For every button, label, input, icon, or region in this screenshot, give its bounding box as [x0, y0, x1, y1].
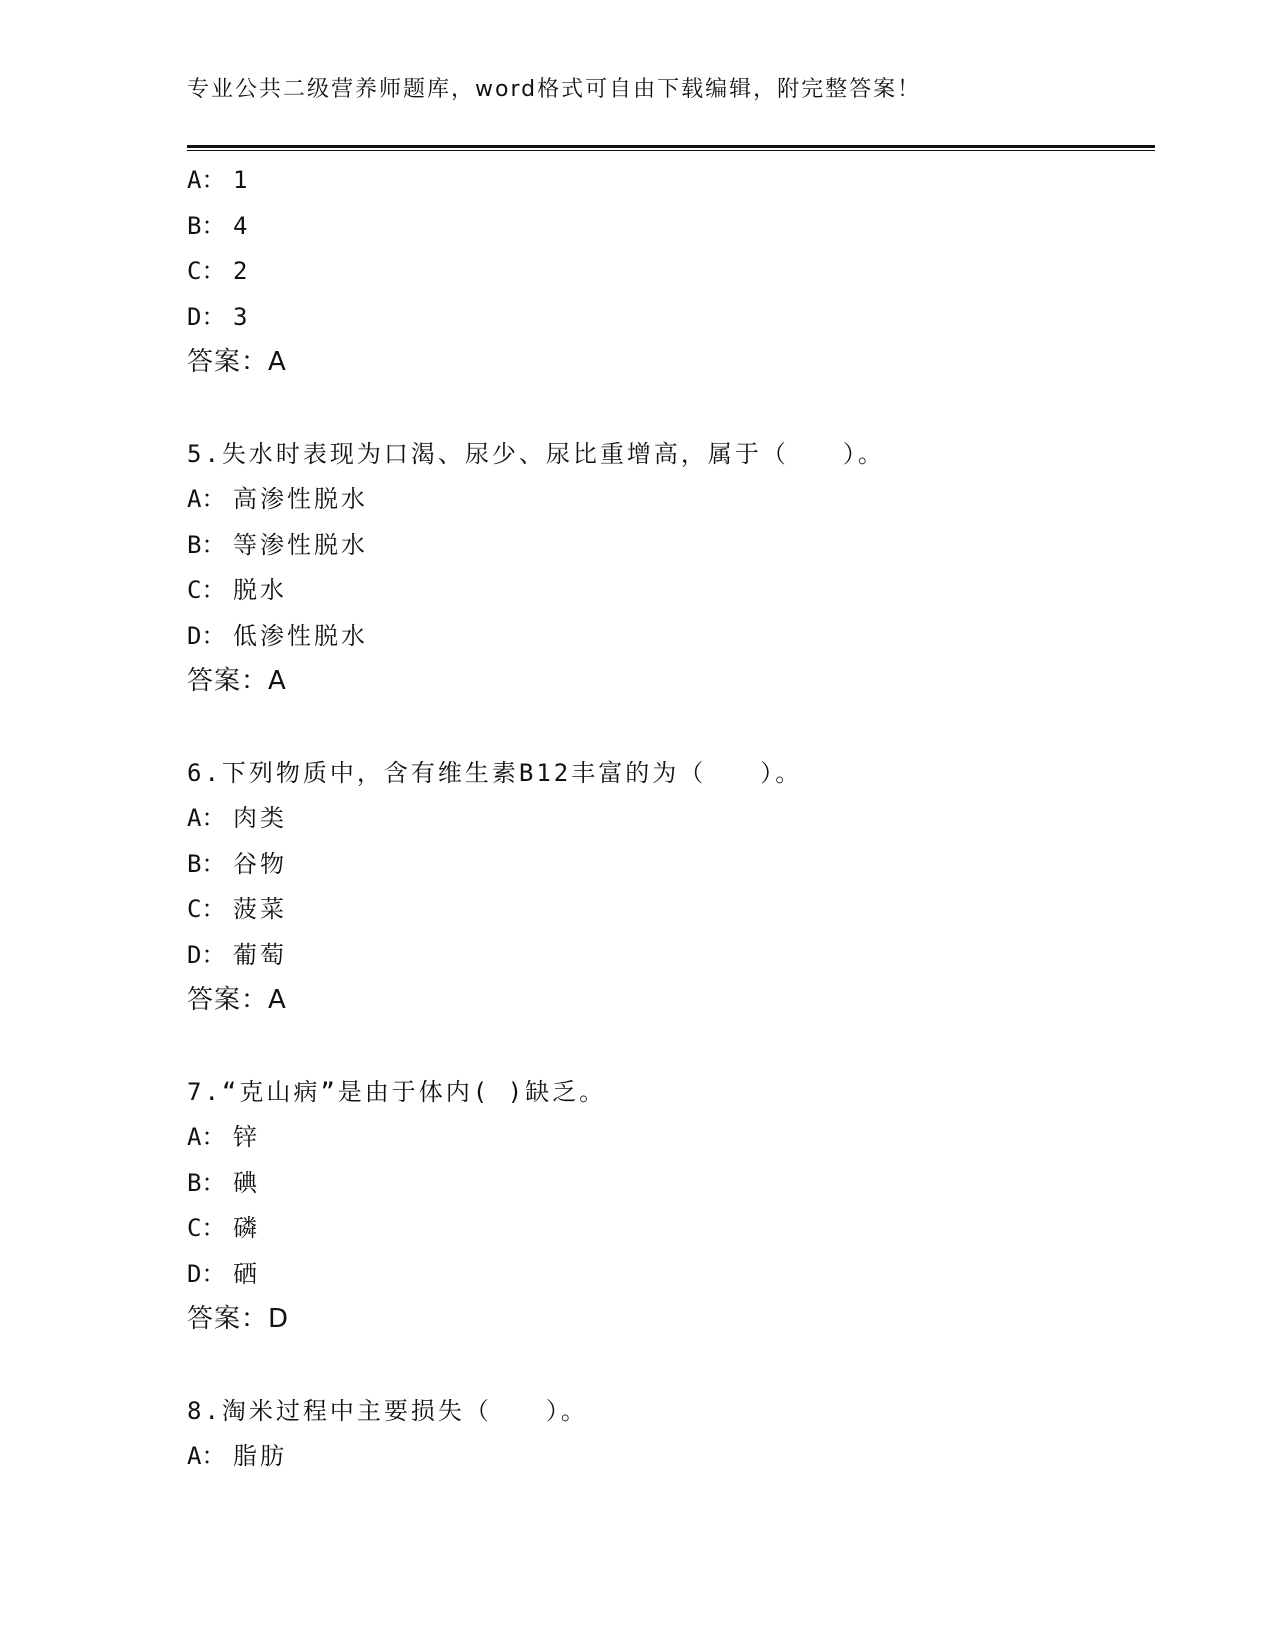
option-b: B： 碘	[187, 1168, 260, 1197]
option-d: D： 低渗性脱水	[187, 621, 368, 650]
question-text: 6.下列物质中，含有维生素B12丰富的为（ ）。	[187, 758, 803, 787]
header-divider-thin	[187, 150, 1155, 151]
option-b: B： 4	[187, 211, 251, 240]
answer-line: 答案：A	[187, 985, 287, 1015]
question-text: 7.“克山病”是由于体内( )缺乏。	[187, 1077, 607, 1106]
answer-line: 答案：A	[187, 347, 287, 377]
header-divider-thick	[187, 145, 1155, 148]
answer-line: 答案：A	[187, 666, 287, 696]
question-text: 8.淘米过程中主要损失（ ）。	[187, 1396, 588, 1425]
spacer	[187, 1343, 1155, 1389]
option-b: B： 等渗性脱水	[187, 530, 368, 559]
question-block	[187, 158, 1155, 386]
option-c: C： 菠菜	[187, 895, 287, 923]
question-block	[187, 1389, 1155, 1480]
option-b: B： 谷物	[187, 849, 287, 878]
option-c: C： 脱水	[187, 576, 287, 604]
option-c: C： 磷	[187, 1214, 260, 1242]
option-d: D： 3	[187, 302, 251, 331]
option-d: D： 硒	[187, 1259, 260, 1288]
answer-line: 答案：D	[187, 1304, 290, 1334]
spacer	[187, 386, 1155, 432]
option-a: A： 锌	[187, 1123, 260, 1151]
page-header: 专业公共二级营养师题库，word格式可自由下载编辑，附完整答案！	[187, 77, 922, 102]
question-text: 5.失水时表现为口渴、尿少、尿比重增高，属于（ ）。	[187, 439, 885, 468]
question-block	[187, 751, 1155, 1024]
question-block	[187, 1070, 1155, 1343]
option-a: A： 高渗性脱水	[187, 485, 368, 513]
spacer	[187, 1024, 1155, 1070]
option-a: A： 脂肪	[187, 1442, 287, 1470]
question-list	[187, 158, 1155, 1480]
option-a: A： 肉类	[187, 804, 287, 832]
option-c: C： 2	[187, 257, 251, 285]
option-d: D： 葡萄	[187, 940, 287, 969]
option-a: A： 1	[187, 166, 251, 194]
question-block	[187, 432, 1155, 705]
spacer	[187, 705, 1155, 751]
